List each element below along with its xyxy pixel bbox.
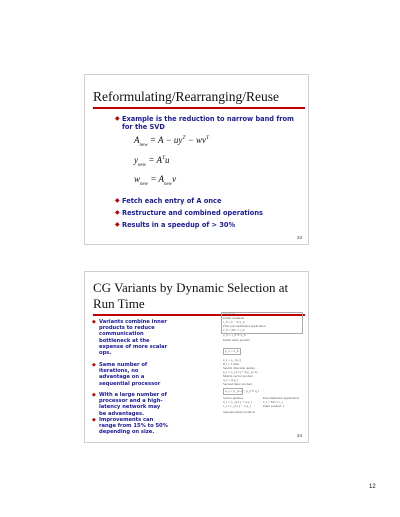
algorithm-line: Vector updates	[223, 396, 244, 400]
cg-algorithm-figure	[221, 312, 303, 417]
bullet-item: Same number of iterations, no advantage on a sequential processor	[99, 362, 161, 387]
algorithm-line: Inner product 1	[263, 404, 284, 408]
algorithm-line: p_i = z_{i-1} + β p_{i-1}	[223, 370, 258, 374]
algorithm-line: Classical	[223, 312, 236, 316]
bullet-item: Results in a speedup of > 30%	[122, 221, 236, 229]
equation-y-new: $y_{new} = A^Tu$	[134, 155, 170, 168]
algorithm-line: Initial inner product	[223, 338, 251, 342]
algorithm-line: Matrix-vector product	[223, 374, 254, 378]
slide-number: 23	[296, 235, 302, 240]
page-number: 12	[369, 484, 376, 490]
algorithm-line: Preconditioner application	[263, 396, 299, 400]
bullet-item: Example is the reduction to narrow band from for the SVD	[122, 115, 294, 131]
bullet-item: Improvements can range from 15% to 50% depending on size.	[99, 417, 168, 436]
diamond-bullet-icon: ◆	[115, 222, 120, 228]
diamond-bullet-icon: ◆	[92, 392, 96, 398]
equation-a-new: $A_{new} = A - uy^T - wv^T$	[134, 135, 210, 148]
algorithm-line: p_1 = z_0	[225, 349, 239, 353]
algorithm-line: r_i = r_{i-1} − α q_i	[223, 404, 251, 408]
bullet-item: Restructure and combined operations	[122, 209, 263, 217]
slide-number: 24	[296, 433, 302, 438]
diamond-bullet-icon: ◆	[115, 198, 120, 204]
algorithm-line: r_0 = b − A x_0	[223, 320, 245, 324]
slide-reformulating	[84, 74, 309, 245]
algorithm-line: x_i = x_{i-1} + α p_i	[223, 400, 252, 404]
diamond-bullet-icon: ◆	[115, 116, 120, 122]
diamond-bullet-icon: ◆	[115, 210, 120, 216]
diamond-bullet-icon: ◆	[92, 362, 96, 368]
bullet-item: Variants combine inner products to reduce communication bottleneck at the expense of more scalar ops.	[99, 319, 168, 357]
algorithm-line: Search direction update	[223, 366, 256, 370]
algorithm-line: First preconditioner application	[223, 324, 266, 328]
algorithm-line: α_i = ρ_{i-1} / p_i^T q_i	[225, 389, 260, 393]
algorithm-line: ρ_0 = r_0^T z_0	[223, 333, 246, 337]
algorithm-line: z_i = M^-1 r_i	[263, 400, 283, 404]
algorithm-line: z_0 = M^-1 r_0	[223, 328, 245, 332]
algorithm-line: ρ_i = ρ_{i-1}	[223, 358, 242, 362]
algorithm-line: Separate inner products	[223, 410, 256, 414]
algorithm-line: q_i = A p_i	[223, 378, 239, 382]
algorithm-line: Initial residuals	[223, 316, 244, 320]
algorithm-line: Second inner product	[223, 382, 253, 386]
title-underline	[93, 107, 305, 109]
diamond-bullet-icon: ◆	[92, 319, 96, 325]
diamond-bullet-icon: ◆	[92, 417, 96, 423]
bullet-item: With a large number of processor and a high-latency network may be advantages.	[99, 392, 167, 417]
slide-title: CG Variants by Dynamic Selection at Run Time	[93, 280, 289, 311]
slide-title: Reformulating/Rearranging/Reuse	[93, 89, 279, 104]
equation-w-new: $w_{new} = A_{new}v$	[134, 174, 177, 187]
slide-cg-variants	[84, 271, 309, 443]
algorithm-line: If i > 1 then	[223, 362, 240, 366]
bullet-item: Fetch each entry of A once	[122, 197, 222, 205]
